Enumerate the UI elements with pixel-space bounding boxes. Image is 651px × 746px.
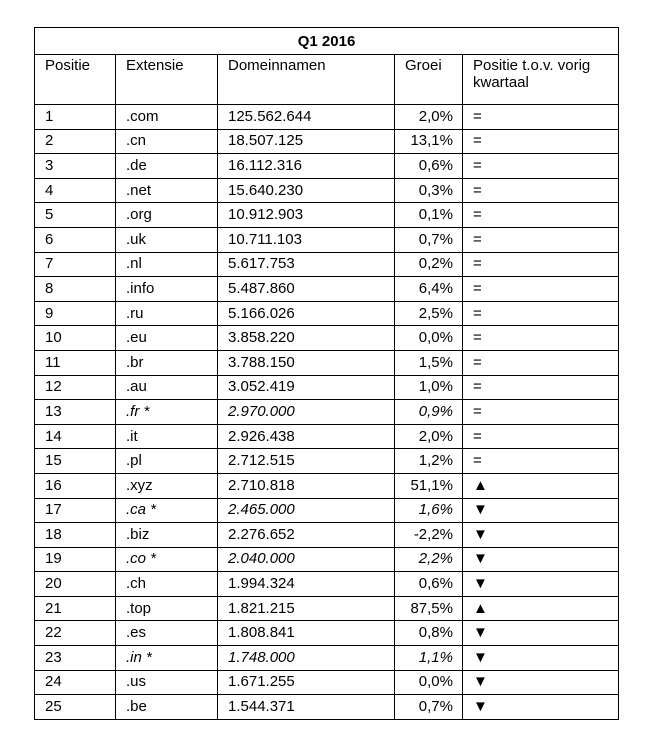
table-row	[35, 252, 619, 277]
table-row	[35, 227, 619, 252]
growth-cell: 0,7%	[395, 695, 463, 720]
table-row	[35, 473, 619, 498]
header-domeinnamen: Domeinnamen	[218, 55, 395, 105]
header-positie: Positie	[35, 55, 116, 105]
trend-cell: ▼	[463, 695, 619, 720]
table-row	[35, 424, 619, 449]
table-row	[35, 498, 619, 523]
table-row	[35, 400, 619, 425]
trend-cell: ▼	[463, 621, 619, 646]
table-row	[35, 350, 619, 375]
header-positie-vorig-kwartaal: Positie t.o.v. vorig kwartaal	[463, 55, 619, 105]
table-title-row	[35, 28, 619, 55]
trend-cell: =	[463, 129, 619, 154]
domain-count-cell: 15.640.230	[218, 178, 395, 203]
growth-cell: 2,5%	[395, 301, 463, 326]
trend-cell: ▼	[463, 646, 619, 671]
position-cell: 22	[35, 621, 116, 646]
extension-cell: .ru	[116, 301, 218, 326]
position-cell: 7	[35, 252, 116, 277]
extension-cell: .ch	[116, 572, 218, 597]
domain-count-cell: 2.926.438	[218, 424, 395, 449]
trend-cell: =	[463, 424, 619, 449]
growth-cell: 2,2%	[395, 547, 463, 572]
domain-count-cell: 2.276.652	[218, 523, 395, 548]
table-row	[35, 547, 619, 572]
position-cell: 9	[35, 301, 116, 326]
position-cell: 4	[35, 178, 116, 203]
trend-cell: =	[463, 277, 619, 302]
growth-cell: -2,2%	[395, 523, 463, 548]
extension-cell: .uk	[116, 227, 218, 252]
table-row	[35, 105, 619, 130]
trend-cell: =	[463, 105, 619, 130]
position-cell: 1	[35, 105, 116, 130]
trend-cell: =	[463, 449, 619, 474]
position-cell: 20	[35, 572, 116, 597]
position-cell: 23	[35, 646, 116, 671]
position-cell: 10	[35, 326, 116, 351]
trend-cell: =	[463, 350, 619, 375]
domain-ranking-table	[34, 27, 619, 720]
trend-cell: =	[463, 326, 619, 351]
extension-cell: .net	[116, 178, 218, 203]
table-row	[35, 154, 619, 179]
extension-cell: .com	[116, 105, 218, 130]
position-cell: 5	[35, 203, 116, 228]
extension-cell: .es	[116, 621, 218, 646]
table-row	[35, 449, 619, 474]
table-row	[35, 572, 619, 597]
growth-cell: 1,6%	[395, 498, 463, 523]
growth-cell: 0,1%	[395, 203, 463, 228]
position-cell: 18	[35, 523, 116, 548]
trend-cell: ▲	[463, 596, 619, 621]
growth-cell: 0,8%	[395, 621, 463, 646]
domain-count-cell: 2.040.000	[218, 547, 395, 572]
domain-count-cell: 3.052.419	[218, 375, 395, 400]
position-cell: 25	[35, 695, 116, 720]
extension-cell: .de	[116, 154, 218, 179]
trend-cell: =	[463, 203, 619, 228]
trend-cell: =	[463, 178, 619, 203]
domain-count-cell: 5.617.753	[218, 252, 395, 277]
extension-cell: .org	[116, 203, 218, 228]
trend-cell: =	[463, 400, 619, 425]
trend-cell: =	[463, 227, 619, 252]
growth-cell: 0,0%	[395, 670, 463, 695]
table-row	[35, 203, 619, 228]
extension-cell: .cn	[116, 129, 218, 154]
growth-cell: 0,6%	[395, 572, 463, 597]
domain-count-cell: 1.808.841	[218, 621, 395, 646]
extension-cell: .br	[116, 350, 218, 375]
growth-cell: 51,1%	[395, 473, 463, 498]
position-cell: 21	[35, 596, 116, 621]
domain-count-cell: 10.912.903	[218, 203, 395, 228]
table-row	[35, 646, 619, 671]
position-cell: 17	[35, 498, 116, 523]
table-row	[35, 375, 619, 400]
table-row	[35, 695, 619, 720]
extension-cell: .in *	[116, 646, 218, 671]
extension-cell: .pl	[116, 449, 218, 474]
position-cell: 2	[35, 129, 116, 154]
domain-count-cell: 2.970.000	[218, 400, 395, 425]
position-cell: 24	[35, 670, 116, 695]
domain-count-cell: 2.710.818	[218, 473, 395, 498]
table-row	[35, 301, 619, 326]
trend-cell: =	[463, 252, 619, 277]
extension-cell: .eu	[116, 326, 218, 351]
table-row	[35, 523, 619, 548]
trend-cell: ▼	[463, 498, 619, 523]
trend-cell: ▲	[463, 473, 619, 498]
domain-count-cell: 2.712.515	[218, 449, 395, 474]
table-row	[35, 129, 619, 154]
growth-cell: 0,7%	[395, 227, 463, 252]
extension-cell: .au	[116, 375, 218, 400]
growth-cell: 1,2%	[395, 449, 463, 474]
position-cell: 6	[35, 227, 116, 252]
domain-count-cell: 16.112.316	[218, 154, 395, 179]
growth-cell: 2,0%	[395, 105, 463, 130]
table-row	[35, 670, 619, 695]
growth-cell: 1,0%	[395, 375, 463, 400]
table-row	[35, 326, 619, 351]
trend-cell: =	[463, 375, 619, 400]
domain-count-cell: 1.994.324	[218, 572, 395, 597]
table-row	[35, 596, 619, 621]
trend-cell: =	[463, 154, 619, 179]
growth-cell: 0,2%	[395, 252, 463, 277]
growth-cell: 87,5%	[395, 596, 463, 621]
extension-cell: .co *	[116, 547, 218, 572]
extension-cell: .ca *	[116, 498, 218, 523]
domain-count-cell: 18.507.125	[218, 129, 395, 154]
trend-cell: ▼	[463, 523, 619, 548]
growth-cell: 0,3%	[395, 178, 463, 203]
position-cell: 14	[35, 424, 116, 449]
extension-cell: .xyz	[116, 473, 218, 498]
growth-cell: 1,5%	[395, 350, 463, 375]
domain-count-cell: 3.858.220	[218, 326, 395, 351]
extension-cell: .top	[116, 596, 218, 621]
growth-cell: 6,4%	[395, 277, 463, 302]
position-cell: 3	[35, 154, 116, 179]
growth-cell: 0,9%	[395, 400, 463, 425]
growth-cell: 0,6%	[395, 154, 463, 179]
extension-cell: .us	[116, 670, 218, 695]
table-header-row	[35, 55, 619, 105]
extension-cell: .nl	[116, 252, 218, 277]
header-extensie: Extensie	[116, 55, 218, 105]
domain-count-cell: 1.821.215	[218, 596, 395, 621]
extension-cell: .it	[116, 424, 218, 449]
position-cell: 16	[35, 473, 116, 498]
domain-count-cell: 5.487.860	[218, 277, 395, 302]
extension-cell: .biz	[116, 523, 218, 548]
growth-cell: 0,0%	[395, 326, 463, 351]
growth-cell: 2,0%	[395, 424, 463, 449]
position-cell: 11	[35, 350, 116, 375]
trend-cell: =	[463, 301, 619, 326]
table-row	[35, 178, 619, 203]
extension-cell: .info	[116, 277, 218, 302]
domain-count-cell: 125.562.644	[218, 105, 395, 130]
domain-count-cell: 1.544.371	[218, 695, 395, 720]
table-title: Q1 2016	[35, 28, 619, 55]
domain-count-cell: 5.166.026	[218, 301, 395, 326]
domain-count-cell: 1.671.255	[218, 670, 395, 695]
header-groei: Groei	[395, 55, 463, 105]
position-cell: 13	[35, 400, 116, 425]
growth-cell: 13,1%	[395, 129, 463, 154]
table-row	[35, 277, 619, 302]
growth-cell: 1,1%	[395, 646, 463, 671]
domain-count-cell: 2.465.000	[218, 498, 395, 523]
table-row	[35, 621, 619, 646]
position-cell: 19	[35, 547, 116, 572]
trend-cell: ▼	[463, 572, 619, 597]
position-cell: 12	[35, 375, 116, 400]
position-cell: 15	[35, 449, 116, 474]
domain-count-cell: 3.788.150	[218, 350, 395, 375]
extension-cell: .fr *	[116, 400, 218, 425]
position-cell: 8	[35, 277, 116, 302]
domain-count-cell: 10.711.103	[218, 227, 395, 252]
extension-cell: .be	[116, 695, 218, 720]
trend-cell: ▼	[463, 670, 619, 695]
trend-cell: ▼	[463, 547, 619, 572]
domain-count-cell: 1.748.000	[218, 646, 395, 671]
